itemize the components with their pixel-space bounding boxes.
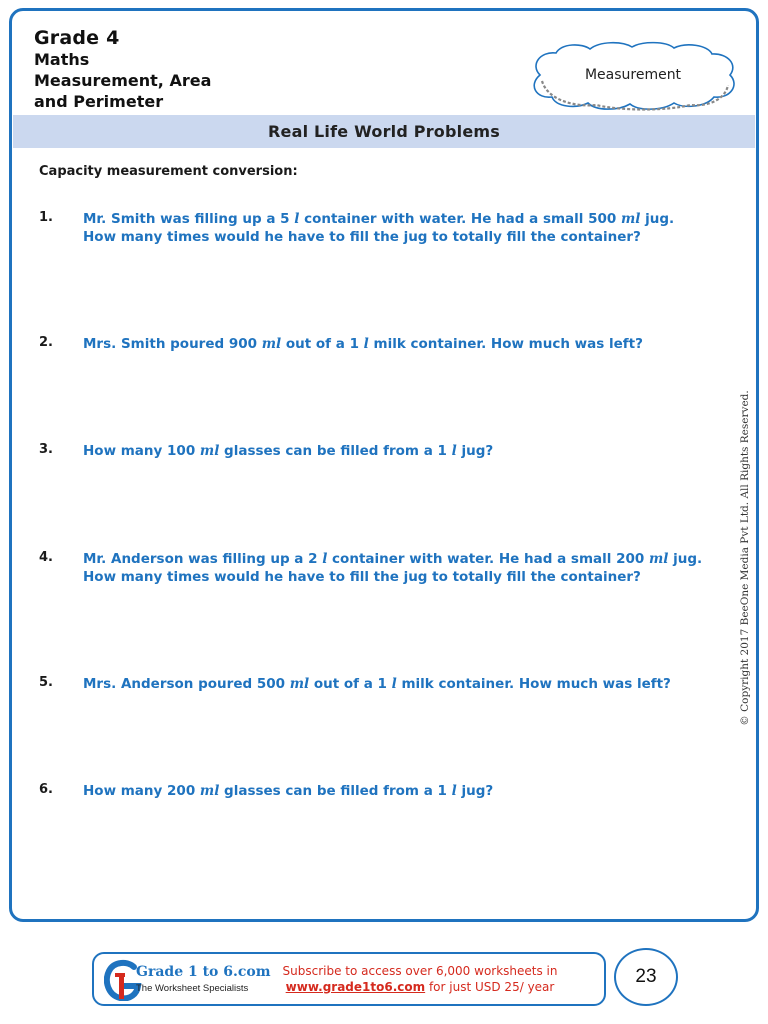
unit-millilitre: ml <box>289 676 310 692</box>
unit-millilitre: ml <box>261 336 282 352</box>
promo-line-1: Subscribe to access over 6,000 worksheets in <box>282 964 558 978</box>
logo-title: Grade 1 to 6.com <box>136 964 271 980</box>
topic-badge <box>526 41 740 113</box>
subscribe-promo <box>270 963 570 995</box>
unit-litre: l <box>363 336 369 352</box>
promo-price: for just USD 25/ year <box>425 980 555 994</box>
worksheet-title: Real Life World Problems <box>13 115 755 148</box>
question-text: Mrs. Anderson poured 500 ml out of a 1 l milk container. How much was left? <box>83 676 671 692</box>
grade-label: Grade 4 <box>34 27 120 49</box>
unit-litre: l <box>294 211 300 227</box>
footer-banner <box>92 952 606 1006</box>
unit-millilitre: ml <box>199 443 220 459</box>
copyright-text: © Copyright 2017 BeeOne Media Pvt Ltd. All Rights Reserved. <box>739 390 751 726</box>
worksheet-header <box>34 27 394 112</box>
unit-litre: l <box>391 676 397 692</box>
site-link[interactable]: www.grade1to6.com <box>285 980 426 994</box>
subject-line-3: and Perimeter <box>34 92 164 111</box>
topic-badge-label: Measurement <box>584 67 682 83</box>
question-number: 6. <box>39 782 53 797</box>
question-text: How many 200 ml glasses can be filled from a 1 l jug? <box>83 783 494 799</box>
unit-litre: l <box>451 783 457 799</box>
question-number: 2. <box>39 335 53 350</box>
unit-litre: l <box>322 551 328 567</box>
promo-line-2 <box>270 979 570 995</box>
question-number: 4. <box>39 550 53 565</box>
question-text: How many 100 ml glasses can be filled from a 1 l jug? <box>83 443 494 459</box>
unit-millilitre: ml <box>621 211 641 227</box>
copyright-notice <box>738 390 752 726</box>
section-label: Capacity measurement conversion: <box>39 164 298 179</box>
question-text: Mr. Anderson was filling up a 2 l container with water. He had a small 200 ml jug. How many times would he have to fill the jug to totally fill the container? <box>83 551 703 585</box>
unit-litre: l <box>451 443 457 459</box>
page-number: 23 <box>614 948 678 1006</box>
question-number: 5. <box>39 675 53 690</box>
subject-line-1: Maths <box>34 50 90 69</box>
question-text: Mr. Smith was filling up a 5 l container with water. He had a small 500 ml jug. How many times would he have to fill the jug to totally fill the container? <box>83 211 675 245</box>
subject-line-2: Measurement, Area <box>34 71 212 90</box>
question-text: Mrs. Smith poured 900 ml out of a 1 l milk container. How much was left? <box>83 336 643 352</box>
question-number: 3. <box>39 442 53 457</box>
unit-millilitre: ml <box>199 783 220 799</box>
question-number: 1. <box>39 210 53 225</box>
logo-subtitle: The Worksheet Specialists <box>136 983 249 994</box>
unit-millilitre: ml <box>648 551 669 567</box>
